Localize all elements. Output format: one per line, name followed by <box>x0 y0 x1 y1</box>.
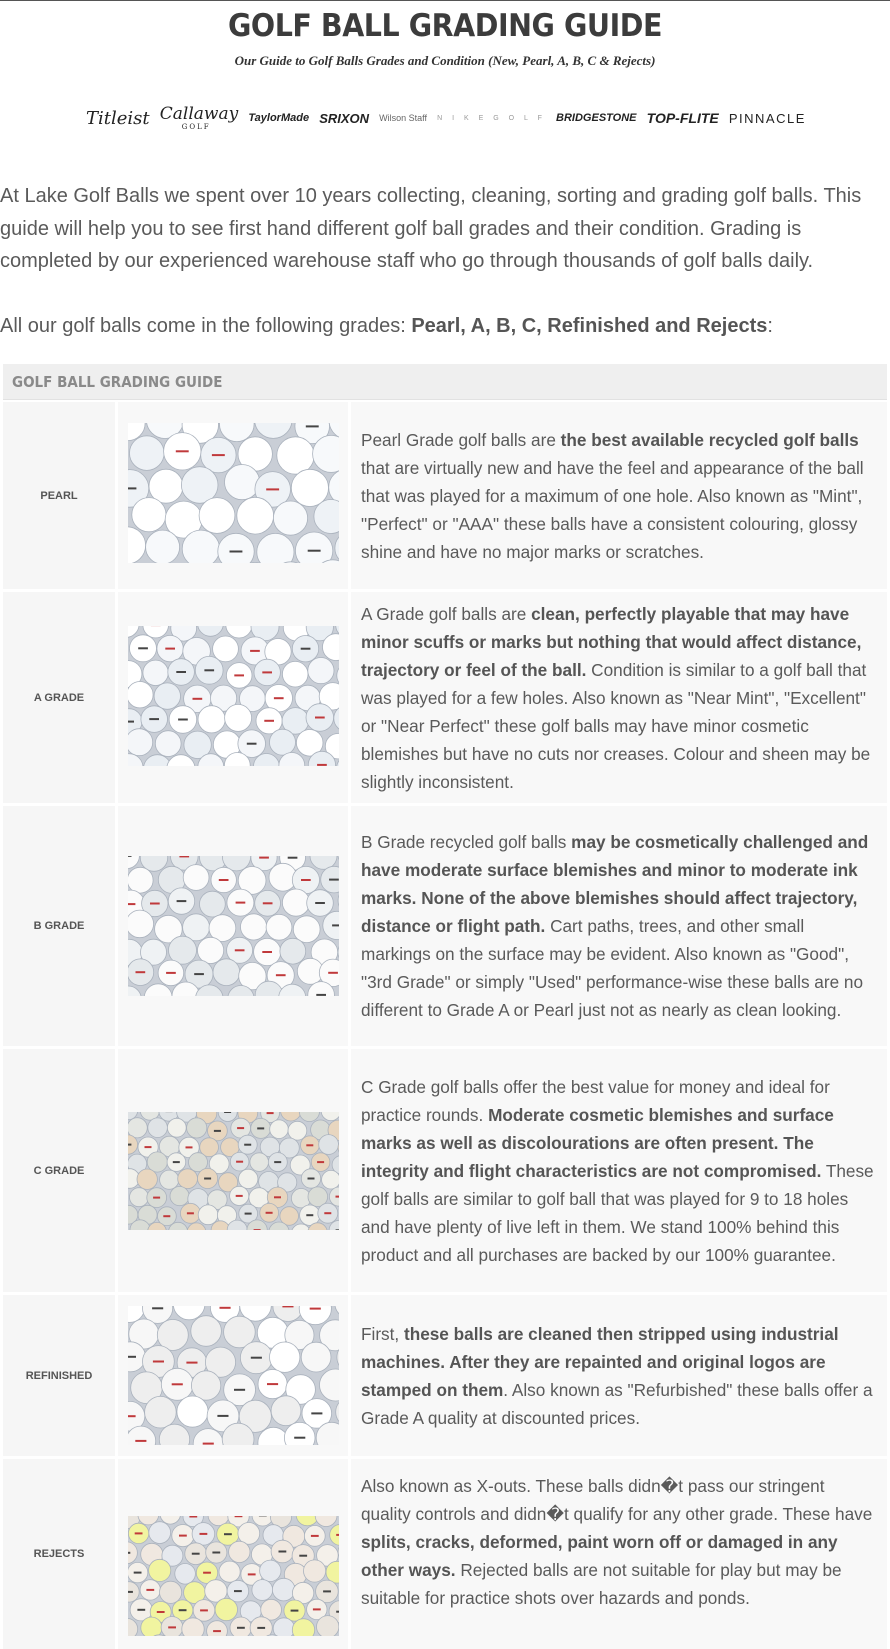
golf-ball <box>160 1581 182 1603</box>
ball-logo-mark <box>187 1212 194 1214</box>
ball-logo-mark <box>153 1197 160 1199</box>
ball-logo-mark <box>323 1590 331 1592</box>
top-flite-logo: TOP-FLITE <box>647 110 719 126</box>
ball-logo-mark <box>128 721 134 723</box>
intro-paragraph: At Lake Golf Balls we spent over 10 years collecting, cleaning, sorting and grading golf balls. This guide will help you to see first hand different golf ball grades and their condition. Grading is completed by our experienced warehouse staff who go through thousands of golf balls daily. <box>0 180 890 278</box>
grade-label: REJECTS <box>3 1459 115 1649</box>
bridgestone-logo: BRIDGESTONE <box>556 112 636 124</box>
golf-ball <box>128 910 154 938</box>
ball-logo-mark <box>176 671 186 673</box>
golf-ball <box>250 1153 269 1172</box>
ball-logo-mark <box>262 951 272 953</box>
grades-paragraph <box>0 311 890 341</box>
golf-ball <box>225 465 260 500</box>
golf-balls-drawing <box>128 423 339 563</box>
ball-logo-mark <box>262 671 272 673</box>
ball-logo-mark <box>267 1383 278 1385</box>
golf-ball <box>130 436 165 471</box>
ball-logo-mark <box>163 1215 170 1217</box>
desc-bold: Moderate cosmetic blemishes and surface marks as well as discolourations are often present. The integrity and flight characteristics are not compromised. <box>361 1105 834 1181</box>
golf-balls-image <box>128 626 339 766</box>
ball-logo-mark <box>336 1196 340 1198</box>
desc-text-2: Rejected balls are not suitable for play but may be suitable for practice shots over hazards and ponds. <box>361 1560 842 1608</box>
golf-ball <box>215 1598 237 1620</box>
golf-ball <box>149 1522 171 1544</box>
golf-ball <box>132 498 166 532</box>
ball-logo-mark <box>306 1144 313 1146</box>
golf-balls-drawing <box>128 1306 339 1445</box>
golf-ball <box>241 914 267 940</box>
ball-logo-mark <box>301 648 311 650</box>
golf-balls-drawing <box>128 1112 339 1230</box>
golf-ball <box>175 1564 196 1585</box>
desc-text: A Grade golf balls are <box>361 604 531 624</box>
golf-ball <box>130 1188 149 1207</box>
ball-logo-mark <box>332 924 339 926</box>
ball-logo-mark <box>224 1533 232 1535</box>
ball-logo-mark <box>128 903 135 905</box>
ball-logo-mark <box>203 1572 211 1574</box>
golf-ball <box>128 682 153 708</box>
golf-ball <box>280 938 306 964</box>
ball-logo-mark <box>219 879 229 881</box>
brand-logo-strip <box>86 100 806 136</box>
ball-logo-mark <box>263 902 273 904</box>
grade-label: A GRADE <box>3 592 115 803</box>
ball-logo-mark <box>230 551 243 553</box>
grade-description <box>351 1295 887 1456</box>
ball-logo-mark <box>136 971 146 973</box>
ball-logo-mark <box>177 900 187 902</box>
golf-ball <box>182 530 219 563</box>
ball-logo-mark <box>251 1357 262 1359</box>
ball-logo-mark <box>247 743 257 745</box>
ball-logo-mark <box>168 1626 176 1628</box>
callaway-logo-text: Callaway <box>160 104 238 124</box>
grade-image-cell <box>118 402 348 589</box>
ball-logo-mark <box>189 1516 197 1518</box>
grade-description <box>351 402 887 589</box>
golf-ball <box>229 1541 250 1562</box>
ball-logo-mark <box>301 879 311 881</box>
golf-ball <box>198 937 224 963</box>
ball-logo-mark <box>204 1178 211 1180</box>
golf-ball <box>272 1578 295 1601</box>
golf-ball <box>141 1617 162 1636</box>
desc-text: B Grade recycled golf balls <box>361 832 571 852</box>
desc-bold: may be cosmetically challenged and have moderate surface blemishes and minor to moderate ink marks. None of the above blemishes should affect trajectory, distance or flight path. <box>361 832 868 936</box>
ball-logo-mark <box>264 720 274 722</box>
ball-logo-mark <box>308 550 321 552</box>
ball-logo-mark <box>204 669 214 671</box>
golf-ball <box>146 530 180 563</box>
ball-logo-mark <box>224 1112 231 1113</box>
golf-ball <box>322 1170 339 1189</box>
ball-logo-mark <box>194 973 204 975</box>
golf-ball <box>149 1559 171 1581</box>
golf-ball <box>230 1617 252 1636</box>
ball-logo-mark <box>178 719 188 721</box>
ball-logo-mark <box>234 674 244 676</box>
desc-text: Pearl Grade golf balls are <box>361 430 561 450</box>
ball-logo-mark <box>254 1229 261 1230</box>
golf-ball <box>282 889 309 916</box>
grades-list: Pearl, A, B, C, Refinished and Rejects <box>411 315 767 337</box>
ball-logo-mark <box>138 647 148 649</box>
golf-ball <box>319 1135 339 1155</box>
golf-ball <box>154 683 180 709</box>
ball-logo-mark <box>165 648 175 650</box>
ball-logo-mark <box>128 856 132 857</box>
grade-image-cell <box>118 1295 348 1456</box>
ball-logo-mark <box>186 1146 193 1148</box>
grade-description <box>351 592 887 803</box>
ball-logo-mark <box>244 1144 251 1146</box>
page-title: GOLF BALL GRADING GUIDE <box>36 8 855 44</box>
golf-ball <box>183 865 209 891</box>
grades-prefix: All our golf balls come in the following grades: <box>0 315 411 337</box>
golf-ball <box>237 497 274 534</box>
ball-logo-mark <box>311 1412 322 1414</box>
ball-logo-mark <box>217 1415 228 1417</box>
ball-logo-mark <box>336 1229 339 1230</box>
golf-ball <box>260 1560 281 1581</box>
grade-label: C GRADE <box>3 1049 115 1292</box>
grade-row-pearl <box>3 402 887 589</box>
ball-logo-mark <box>288 857 298 859</box>
ball-logo-mark <box>267 1112 274 1114</box>
golf-ball <box>291 469 328 506</box>
golf-ball <box>200 891 226 917</box>
ball-logo-mark <box>294 1437 305 1439</box>
golf-balls-image <box>128 1112 339 1230</box>
ball-logo-mark <box>306 1214 313 1216</box>
nike-golf-logo: N I K E G O L F <box>437 115 546 122</box>
golf-ball <box>288 1121 307 1140</box>
ball-logo-mark <box>166 972 176 974</box>
ball-logo-mark <box>128 1591 133 1593</box>
ball-logo-mark <box>316 994 326 996</box>
grade-row-rejects <box>3 1459 887 1649</box>
ball-logo-mark <box>274 1161 281 1163</box>
grading-table-header <box>3 364 887 400</box>
golf-ball <box>277 437 314 474</box>
golf-ball <box>137 1169 157 1189</box>
page-subtitle: Our Guide to Golf Balls Grades and Condition (New, Pearl, A, B, C & Rejects) <box>0 53 890 69</box>
golf-ball <box>270 1342 300 1372</box>
grade-label: REFINISHED <box>3 1295 115 1456</box>
ball-logo-mark <box>173 1161 180 1163</box>
ball-logo-mark <box>203 1443 214 1445</box>
golf-ball <box>304 1560 326 1582</box>
ball-logo-mark <box>172 1383 183 1385</box>
golf-balls-drawing <box>128 626 339 766</box>
callaway-logo <box>160 104 238 124</box>
golf-balls-image <box>128 423 339 563</box>
golf-balls-drawing <box>128 856 339 996</box>
ball-logo-mark <box>315 902 325 904</box>
golf-ball <box>167 1118 186 1137</box>
ball-logo-mark <box>317 764 327 766</box>
grade-row-a <box>3 592 887 803</box>
ball-logo-mark <box>310 1308 321 1310</box>
grades-suffix: : <box>767 315 773 337</box>
ball-logo-mark <box>200 1609 208 1611</box>
golf-ball <box>178 1169 198 1189</box>
desc-text-2: Condition is similar to a golf ball that was played for a few holes. Also known as "Near Mint", "Excellent" or "Near Perfect" these golf balls may have minor cosmetic blemishes but have no cuts nor creases. Colour and sheen may be slightly inconsistent. <box>361 660 870 792</box>
ball-logo-mark <box>200 1533 208 1535</box>
grade-row-refinished <box>3 1295 887 1456</box>
ball-logo-mark <box>149 718 159 720</box>
golf-ball <box>273 501 307 535</box>
ball-logo-mark <box>308 1178 315 1180</box>
golf-ball <box>155 731 181 757</box>
ball-logo-mark <box>235 949 245 951</box>
desc-bold: these balls are cleaned then stripped using industrial machines. After they are repainted and original logos are stamped on them <box>361 1324 839 1400</box>
golf-ball <box>128 867 153 893</box>
ball-logo-mark <box>128 1552 130 1554</box>
ball-logo-mark <box>179 1609 187 1611</box>
golf-ball <box>317 1616 339 1636</box>
ball-logo-mark <box>237 1127 244 1129</box>
ball-logo-mark <box>135 1440 146 1442</box>
ball-logo-mark <box>291 1610 299 1612</box>
ball-logo-mark <box>186 1362 197 1364</box>
pinnacle-logo: PINNACLE <box>729 111 806 126</box>
golf-balls-image <box>128 1306 339 1445</box>
ball-logo-mark <box>306 425 319 427</box>
golf-ball <box>199 498 235 534</box>
ball-logo-mark <box>279 1551 287 1553</box>
grade-label: PEARL <box>3 402 115 589</box>
desc-text: First, <box>361 1324 404 1344</box>
grade-image-cell <box>118 806 348 1046</box>
golf-balls-drawing <box>128 1516 339 1636</box>
ball-logo-mark <box>235 1516 243 1517</box>
golf-ball <box>213 959 240 986</box>
ball-logo-mark <box>274 1196 281 1198</box>
ball-logo-mark <box>317 1161 324 1163</box>
ball-logo-mark <box>245 1213 252 1215</box>
golf-ball <box>270 1120 289 1139</box>
golf-balls-image <box>128 856 339 996</box>
ball-logo-mark <box>313 1608 321 1610</box>
golf-ball <box>160 1170 179 1189</box>
ball-logo-mark <box>157 1611 165 1613</box>
golf-ball <box>161 1617 183 1637</box>
ball-logo-mark <box>192 1553 200 1555</box>
golf-ball <box>191 1316 222 1347</box>
grade-description <box>351 806 887 1046</box>
grade-description <box>351 1049 887 1292</box>
golf-ball <box>252 1580 273 1601</box>
ball-logo-mark <box>299 1555 307 1557</box>
golf-ball <box>282 661 308 687</box>
golf-ball <box>198 706 225 733</box>
desc-text-2: Cart paths, trees, and other small markings on the surface may be evident. Also known as "Good", "3rd Grade" or simply "Used" performance-wise these balls are no different to Grade A or Pearl just not as nearly as clean looking. <box>361 916 863 1020</box>
desc-text: Also known as X-outs. These balls didn�t pass our stringent quality controls and didn�t qualify for any other grade. These have <box>361 1476 872 1524</box>
ball-logo-mark <box>128 487 136 489</box>
ball-logo-mark <box>146 1589 154 1591</box>
ball-logo-mark <box>257 1627 265 1629</box>
desc-bold: the best available recycled golf balls <box>561 430 859 450</box>
ball-logo-mark <box>248 1573 256 1575</box>
golf-ball <box>145 1396 177 1428</box>
ball-logo-mark <box>236 1195 243 1197</box>
ball-logo-mark <box>145 1146 152 1148</box>
ball-logo-mark <box>328 972 338 974</box>
ball-logo-mark <box>329 879 339 881</box>
top-rule <box>0 0 890 1</box>
golf-balls-image <box>128 1516 339 1636</box>
ball-logo-mark <box>150 903 160 905</box>
ball-logo-mark <box>135 1532 143 1534</box>
desc-text: C Grade golf balls offer the best value for money and ideal for practice rounds. <box>361 1077 830 1125</box>
ball-logo-mark <box>282 1306 293 1307</box>
golf-ball <box>187 1118 207 1138</box>
grade-image-cell <box>118 592 348 803</box>
ball-logo-mark <box>128 1356 136 1358</box>
desc-bold: clean, perfectly playable that may have minor scuffs or marks but nothing that would affect distance, trajectory or feel of the ball. <box>361 604 861 680</box>
ball-logo-mark <box>324 1212 331 1214</box>
ball-logo-mark <box>128 1144 131 1146</box>
ball-logo-mark <box>276 974 286 976</box>
ball-logo-mark <box>236 1161 243 1163</box>
ball-logo-mark <box>311 1535 319 1537</box>
ball-logo-mark <box>250 650 260 652</box>
ball-logo-mark <box>193 698 203 700</box>
ball-logo-mark <box>137 1609 145 1611</box>
golf-ball <box>191 1371 220 1400</box>
ball-logo-mark <box>257 1127 264 1129</box>
ball-logo-mark <box>128 1415 136 1417</box>
golf-ball <box>271 1396 301 1426</box>
callaway-golf-text: GOLF <box>182 123 211 131</box>
ball-logo-mark <box>234 1389 245 1391</box>
taylormade-logo: TaylorMade <box>248 112 309 124</box>
ball-logo-mark <box>237 1627 245 1629</box>
golf-ball <box>128 1118 147 1138</box>
grade-row-c <box>3 1049 887 1292</box>
golf-ball <box>182 1618 204 1636</box>
desc-bold: splits, cracks, deformed, paint worn off or damaged in any other ways. <box>361 1532 838 1580</box>
golf-ball <box>266 914 292 940</box>
golf-ball <box>219 1561 240 1582</box>
grade-image-cell <box>118 1459 348 1649</box>
ball-logo-mark <box>266 1212 273 1214</box>
grade-description <box>351 1459 887 1649</box>
golf-ball <box>225 704 252 731</box>
ball-logo-mark <box>220 1307 231 1309</box>
ball-logo-mark <box>234 1590 242 1592</box>
ball-logo-mark <box>179 856 189 857</box>
grade-image-cell <box>118 1049 348 1292</box>
golf-ball <box>293 916 320 943</box>
ball-logo-mark <box>336 1534 339 1536</box>
golf-ball <box>301 1342 331 1372</box>
ball-logo-mark <box>134 1572 142 1574</box>
ball-logo-mark <box>266 488 279 490</box>
golf-ball <box>198 1205 218 1225</box>
ball-logo-mark <box>336 1611 339 1613</box>
ball-logo-mark <box>214 1130 221 1132</box>
golf-ball <box>308 658 334 684</box>
grading-table-header-text: GOLF BALL GRADING GUIDE <box>12 364 222 400</box>
desc-text-2: . Also known as "Refurbished" these balls offer a Grade A quality at discounted prices. <box>361 1380 873 1428</box>
golf-ball <box>128 729 153 756</box>
wilson-staff-logo: Wilson Staff <box>379 113 427 123</box>
golf-ball <box>239 1169 258 1188</box>
grade-label: B GRADE <box>3 806 115 1046</box>
ball-logo-mark <box>212 454 225 456</box>
golf-ball <box>213 636 239 662</box>
desc-text-2: These golf balls are similar to golf ball that was played for 9 to 18 holes and have plenty of live left in them. We stand 100% behind this product and all purchases are backed by our 100% guarantee. <box>361 1161 874 1265</box>
golf-ball <box>143 660 168 685</box>
ball-logo-mark <box>179 1535 187 1537</box>
ball-logo-mark <box>259 857 269 859</box>
golf-ball <box>148 1118 168 1138</box>
golf-ball <box>250 1617 272 1636</box>
desc-text-2: that are virtually new and have the feel and appearance of the ball that was played for a maximum of one hole. Also known as "Mint", "Perfect" or "AAA" these balls have a consistent colouring, glossy shine and have no major marks or scratches. <box>361 458 864 562</box>
titleist-logo: Titleist <box>86 108 150 129</box>
ball-logo-mark <box>213 1630 221 1632</box>
ball-logo-mark <box>153 1361 164 1363</box>
ball-logo-mark <box>236 902 246 904</box>
golf-ball <box>177 1396 208 1427</box>
ball-logo-mark <box>274 697 284 699</box>
golf-ball <box>170 1187 189 1206</box>
ball-logo-mark <box>152 1307 163 1309</box>
ball-logo-mark <box>315 717 325 719</box>
srixon-logo: SRIXON <box>319 111 369 126</box>
grade-row-b <box>3 806 887 1046</box>
ball-logo-mark <box>212 1552 220 1554</box>
golf-ball <box>273 1618 294 1636</box>
ball-logo-mark <box>176 450 189 452</box>
golf-ball <box>270 729 296 755</box>
